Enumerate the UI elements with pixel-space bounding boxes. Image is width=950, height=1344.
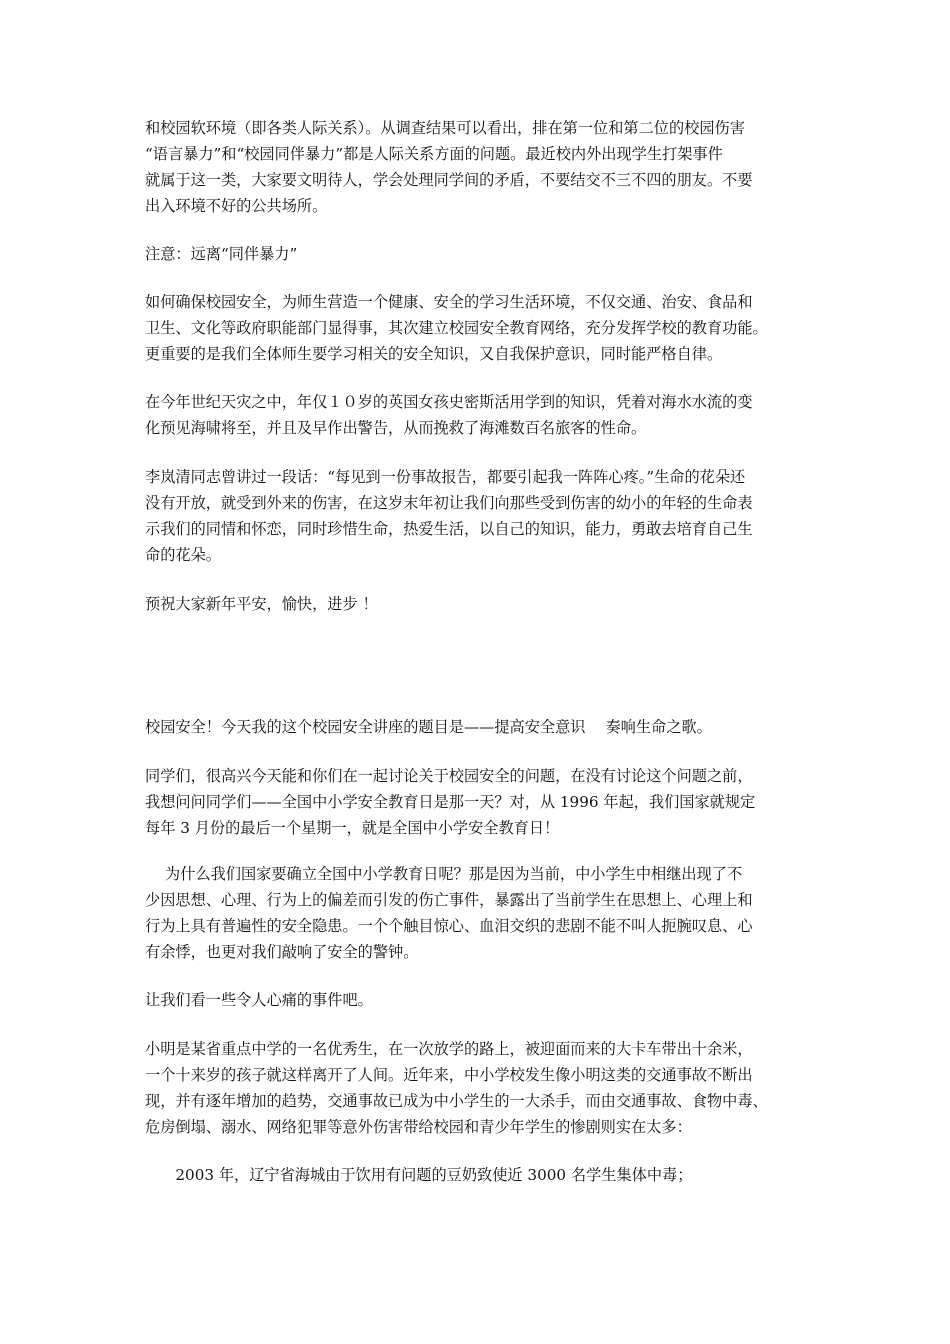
paragraph-5 [145,464,810,568]
paragraph-6 [145,591,810,617]
text-line: 现，并有逐年增加的趋势，交通事故已成为中小学生的一大杀手，而由交通事故、食物中毒、 [145,1092,768,1110]
text-line: 化预见海啸将至，并且及早作出警告，从而挽救了海滩数百名旅客的性命。 [145,419,647,437]
text-line: 每年 3 月份的最后一个星期一，就是全国中小学安全教育日！ [145,819,560,837]
text-line: “语言暴力”和“校园同伴暴力”都是人际关系方面的问题。最近校内外出现学生打架事件 [145,145,723,163]
text-line: 少因思想、心理、行为上的偏差而引发的伤亡事件，暴露出了当前学生在思想上、心理上和 [145,891,753,909]
text-line: 卫生、文化等政府职能部门显得事，其次建立校园安全教育网络，充分发挥学校的教育功能。 [145,319,768,337]
paragraph-4 [145,389,810,441]
text-line: 小明是某省重点中学的一名优秀生，在一次放学的路上，被迎面而来的大卡车带出十余米， [145,1040,753,1058]
paragraph-9 [145,861,810,965]
text-line: 校园安全！今天我的这个校园安全讲座的题目是——提高安全意识 奏响生命之歌。 [145,718,712,736]
text-line: 没有开放，就受到外来的伤害，在这岁末年初让我们向那些受到伤害的幼小的年轻的生命表 [145,494,753,512]
text-line: 命的花朵。 [145,546,221,564]
paragraph-7 [145,714,810,740]
text-line: 就属于这一类，大家要文明待人，学会处理同学间的矛盾，不要结交不三不四的朋友。不要 [145,171,753,189]
text-line: 注意：远离“同伴暴力” [145,245,298,263]
text-line: 在今年世纪天灾之中，年仅１０岁的英国女孩史密斯活用学到的知识，凭着对海水水流的变 [145,393,753,411]
paragraph-8 [145,763,810,841]
text-line: 示我们的同情和怀恋，同时珍惜生命，热爱生活，以自己的知识，能力，勇敢去培育自己生 [145,520,753,538]
text-line: 有余悸，也更对我们敲响了安全的警钟。 [145,943,419,961]
text-line: 出入环境不好的公共场所。 [145,197,328,215]
paragraph-3 [145,289,810,367]
text-line: 李岚清同志曾讲过一段话：“每见到一份事故报告，都要引起我一阵阵心疼。”生命的花朵还 [145,468,746,486]
paragraph-11 [145,1036,810,1140]
text-line: 为什么我们国家要确立全国中小学教育日呢？那是因为当前，中小学生中相继出现了不 [145,865,743,883]
text-line: 行为上具有普遍性的安全隐患。一个个触目惊心、血泪交织的悲剧不能不叫人扼腕叹息、心 [145,917,753,935]
text-line: 同学们，很高兴今天能和你们在一起讨论关于校园安全的问题，在没有讨论这个问题之前， [145,767,753,785]
text-line: 如何确保校园安全，为师生营造一个健康、安全的学习生活环境，不仅交通、治安、食品和 [145,293,753,311]
text-line: 我想问问同学们——全国中小学安全教育日是那一天？对，从 1996 年起，我们国家就规定 [145,793,756,811]
text-line: 危房倒塌、溺水、网络犯罪等意外伤害带给校园和青少年学生的惨剧则实在太多： [145,1118,692,1136]
paragraph-10 [145,987,810,1013]
text-line: 和校园软环境（即各类人际关系）。从调查结果可以看出，排在第一位和第二位的校园伤害 [145,119,745,137]
paragraph-12 [145,1162,810,1188]
text-line: 2003 年，辽宁省海城由于饮用有问题的豆奶致使近 3000 名学生集体中毒； [145,1166,693,1184]
text-line: 让我们看一些令人心痛的事件吧。 [145,991,373,1009]
paragraph-2 [145,241,810,267]
text-line: 预祝大家新年平安，愉快，进步 ！ [145,595,378,613]
text-line: 更重要的是我们全体师生要学习相关的安全知识，又自我保护意识，同时能严格自律。 [145,345,723,363]
text-line: 一个十来岁的孩子就这样离开了人间。近年来，中小学校发生像小明这类的交通事故不断出 [145,1066,753,1084]
paragraph-1 [145,115,810,219]
